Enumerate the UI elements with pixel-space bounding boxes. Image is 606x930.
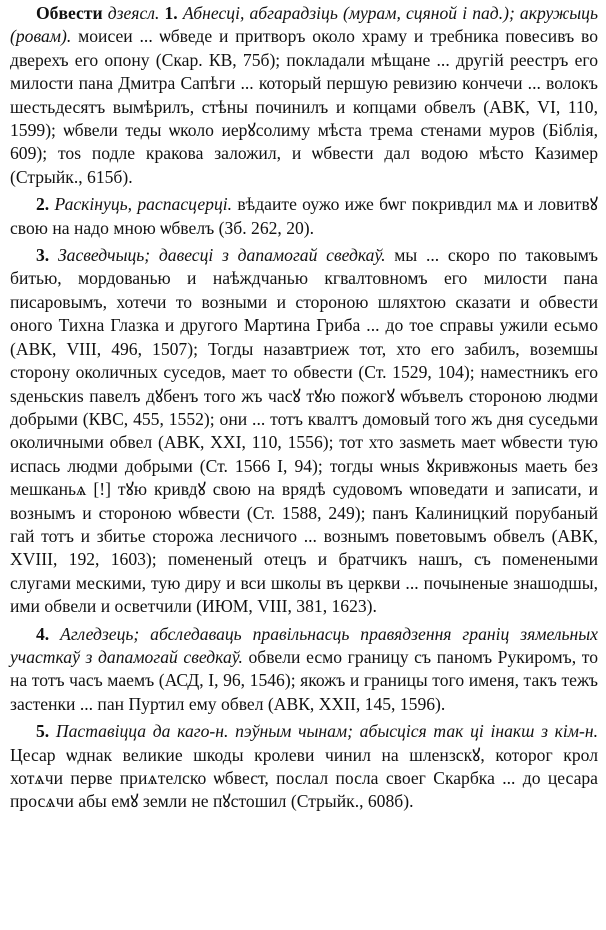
sense-definition: Абнесці, абгарадзіць (мурам, сцяной і пад.); акружыць (ровам).: [10, 3, 598, 47]
entry-sense-4: [10, 623, 598, 717]
sense-number: 2.: [36, 194, 50, 215]
sense-number: 4.: [36, 623, 50, 644]
sense-number: 3.: [36, 245, 50, 266]
sense-citations: моисеи ... ѡбведе и притворъ около храму и требника повесивъ во дверехъ его опону (Скар. КВ, 75б); покладали мѣщане ... другій реестръ его милости пана Дмитра Сапѣги ... который першую ревизию кончечи ... волокъ шестьдесятъ вымѣрилъ, стѣны починилъ и копцами обвелъ (АВК, VI, 110, 1599); ѡбвели теды ѡколо иерꙋсолиму мѣста трема стенами муров (Біблія, 609); тоѕ подле кракова заложил, и ѡбвести дал водою мѣсто Казимер (Стрыйк., 615б).: [10, 26, 598, 187]
entry-sense-1: [10, 2, 598, 189]
sense-citations: мы ... скоро по таковымъ битью, мордованью и наѣждчанью кгвалтовномъ его милости пана писаровымъ, хотечи то возными и стороною шляхтою сказати и обвести оного Тихна Глазка и другого Мартина Гриба ... до тое справы ужили есьмо (АВК, VIII, 496, 1507); Тогды назавтриеж тот, хто его забилъ, воземшы сторону околичных суседов, мает то обвести (Ст. 1529, 104); наместникъ его ѕденьскиѕ павелъ дꙋбенъ того жъ часꙋ тꙋю пожогꙋ ѡбъвелъ стороною людми добрыми (КВС, 455, 1552); они ... тотъ квалтъ домовый того жъ дня суседьми околичными обвел (АВК, XXI, 110, 1556); тот хто заѕметь мает ѡбвести тую испась людми добрыми (Ст. 1566 I, 94); тогды ѡныѕ ꙋкривжоныѕ маеть без мешканьѧ [!] тꙋю кривдꙋ свою на врядѣ судовомъ ѡповедати и записати, и вознымъ и стороною ѡбвести (Ст. 1588, 249); панъ Калиницкий порубаный гай тотъ и збитье сторожа лесничого ... вознымъ поветовымъ обвелъ (АВК, XVIII, 192, 1603); помененый отецъ и братчикъ нашъ, съ поменеными слугами мескими, тую диру и вси школы въ церкви ... почыненые знашодшы, ими обвели и осветчили (ИЮМ, VIII, 381, 1623).: [10, 245, 598, 617]
entry-sense-2: [10, 193, 598, 240]
entry-sense-5: [10, 720, 598, 814]
entry-sense-3: [10, 244, 598, 619]
sense-definition: Агледзець; абследаваць правільнасць правядзення граніц зямельных участкаў з дапамогай сведкаў.: [10, 623, 598, 667]
sense-definition: Раскінуць, распасцерці.: [54, 194, 233, 215]
sense-number: 5.: [36, 721, 50, 742]
sense-number: 1.: [164, 3, 178, 23]
part-of-speech: дзеясл.: [107, 3, 160, 23]
sense-citations: вѣдаите оужо иже бѡг покривдил мѧ и ловитвꙋ свою на надо мною ѡбвелъ (Зб. 262, 20).: [10, 194, 599, 238]
sense-definition: Засведчыць; давесці з дапамогай сведкаў.: [57, 245, 386, 266]
sense-citations: Цесар ѡднак великие шкоды кролеви чинил на шлензскꙋ, которог крол хотѧчи перве приѧтелско ѡбвест, послал посла своег Скарбка ... до цесара просѧчи абы емꙋ земли не пꙋстошил (Стрыйк., 608б).: [10, 744, 598, 812]
sense-definition: Паставіцца да каго-н. пэўным чынам; абысціся так ці інакш з кім-н.: [55, 721, 599, 742]
headword: Обвести: [36, 3, 103, 23]
sense-citations: обвели есмо границу съ паномъ Рукиромъ, то на тотъ часъ маемъ (АСД, I, 96, 1546); якожъ и границы того именя, такъ тежъ застенки ... пан Пуртил ему обвел (АВК, XXII, 145, 1596).: [10, 646, 598, 714]
